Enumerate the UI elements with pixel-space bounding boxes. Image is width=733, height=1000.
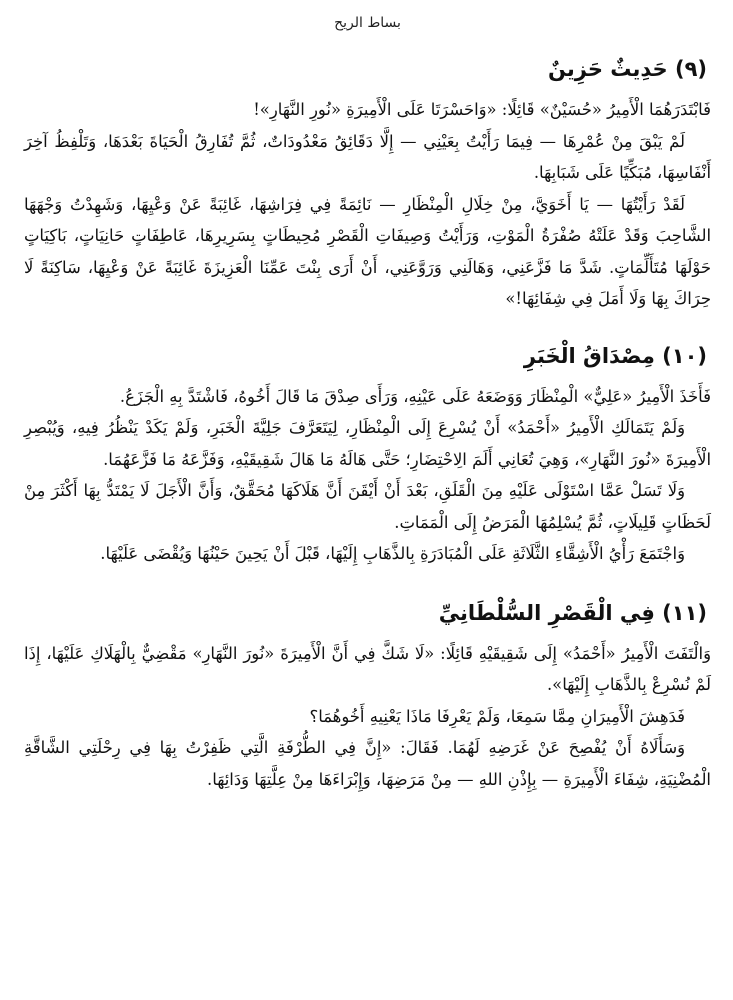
- paragraph: لَقَدْ رَأَيْتُهَا — يَا أَخَوَيَّ، مِنْ خِلَالِ الْمِنْظَارِ — نَائِمَةً فِي فِرَاشِهَا، غَائِبَةً عَنْ وَعْيِهَا، وَشَهِدْتُ وَجْهَهَا الشَّاحِبَ وَقَدْ عَلَتْهُ صُفْرَةُ الْمَوْتِ، وَرَأَيْتُ وَصِيفَاتِ الْقَصْرِ مُحِيطَاتٍ بِسَرِيرِهَا، عَاطِفَاتٍ حَانِيَاتٍ، بَاكِيَاتٍ حَوْلَهَا مُتَأَلِّمَاتٍ. شَدَّ مَا فَزَّعَنِي، وَهَالَنِي وَرَوَّعَنِي، أَنْ أَرَى بِنْتَ عَمِّنَا الْعَزِيزَةَ غَائِبَةً عَنْ وَعْيِهَا، سَاكِنَةً لَا حِرَاكَ بِهَا وَلَا أَمَلَ فِي شِفَائِهَا!»: [24, 194, 711, 308]
- section-10: [24, 341, 711, 570]
- paragraph: فَدَهِشَ الْأَمِيرَانِ مِمَّا سَمِعَا، وَلَمْ يَعْرِفَا مَاذَا يَعْنِيهِ أَخُوهُمَا؟: [309, 706, 685, 726]
- section-heading: (١٠) مِصْدَاقُ الْخَبَرِ: [523, 343, 707, 368]
- section-heading: (٩) حَدِيثٌ حَزِينٌ: [547, 57, 707, 81]
- paragraph: وَلَمْ يَتَمَالَكِ الْأَمِيرُ «أَحْمَدُ» أَنْ يُسْرِعَ إِلَى الْمِنْظَارِ، لِيَتَعَرَّفَ جَلِيَّةَ الْخَبَرِ، وَلَمْ يَكَدْ يَنْظُرُ فِيهِ، وَيُبْصِرِ الْأَمِيرَةَ «نُورَ النَّهَارِ»، وَهِيَ تُعَانِي أَلَمَ الِاحْتِضَارِ؛ حَتَّى هَالَهُ مَا هَالَ شَقِيقَيْهِ، وَفَزَّعَهُ مَا فَزَّعَهُمَا.: [24, 418, 711, 469]
- section-11: [24, 598, 711, 796]
- running-header: بساط الريح: [334, 15, 401, 31]
- paragraph: لَمْ يَبْقَ مِنْ عُمْرِهَا — فِيمَا رَأَيْتُ بِعَيْنِي — إِلَّا دَقَائِقُ مَعْدُودَاتٌ، ثُمَّ تُفَارِقُ الْحَيَاةَ بَعْدَهَا، وَتَلْفِظُ آخِرَ أَنْفَاسِهَا، مُبَكِّيًا عَلَى شَبَابِهَا.: [24, 131, 711, 182]
- paragraph: وَلَا تَسَلْ عَمَّا اسْتَوْلَى عَلَيْهِ مِنَ الْقَلَقِ، بَعْدَ أَنْ أَيْقَنَ أَنَّ هَلَاكَهَا مُحَقَّقٌ، وَأَنَّ الْأَجَلَ لَا يَمْتَدُّ بِهَا أَكْثَرَ مِنْ لَحَظَاتٍ قَلِيلَاتٍ، ثُمَّ يُسْلِمُهَا الْمَرَضُ إِلَى الْمَمَاتِ.: [24, 481, 711, 532]
- paragraph: وَاجْتَمَعَ رَأْيُ الْأَشِقَّاءِ الثَّلَاثَةِ عَلَى الْمُبَادَرَةِ بِالذَّهَابِ إِلَيْهَا، قَبْلَ أَنْ يَحِينَ حَيْنُهَا وَيُقْضَى عَلَيْهَا.: [100, 544, 685, 563]
- paragraph: وَسَأَلَاهُ أَنْ يُفْصِحَ عَنْ غَرَضِهِ لَهُمَا. فَقَالَ: «إِنَّ فِي الطُّرْفَةِ الَّتِي ظَفِرْتُ بِهَا فِي رِحْلَتِي الشَّاقَّةِ الْمُضْنِيَةِ، شِفَاءَ الْأَمِيرَةِ — بِإِذْنِ اللهِ — مِنْ مَرَضِهَا، وَإِبْرَاءَهَا مِنْ عِلَّتِهَا وَدَائِهَا.: [24, 738, 711, 789]
- paragraph: وَالْتَفَتَ الْأَمِيرُ «أَحْمَدُ» إِلَى شَقِيقَيْهِ قَائِلًا: «لَا شَكَّ فِي أَنَّ الْأَمِيرَةَ «نُورَ النَّهَارِ» مَقْضِيٌّ بِالْهَلَاكِ عَلَيْهَا، إِذَا لَمْ نُسْرِعْ بِالذَّهَابِ إِلَيْهَا».: [24, 643, 711, 694]
- section-9: [24, 54, 711, 315]
- section-heading: (١١) فِي الْقَصْرِ السُّلْطَانِيِّ: [438, 600, 707, 625]
- paragraph: فَابْتَدَرَهُمَا الْأَمِيرُ «حُسَيْنٌ» قَائِلًا: «وَاحَسْرَتَا عَلَى الْأَمِيرَةِ «نُورِ النَّهَارِ»!: [253, 100, 711, 119]
- paragraph: فَأَخَذَ الْأَمِيرُ «عَلِيٌّ» الْمِنْظَارَ وَوَضَعَهُ عَلَى عَيْنِهِ، وَرَأَى صِدْقَ مَا قَالَ أَخُوهُ، فَاشْتَدَّ بِهِ الْجَزَعُ.: [119, 386, 711, 406]
